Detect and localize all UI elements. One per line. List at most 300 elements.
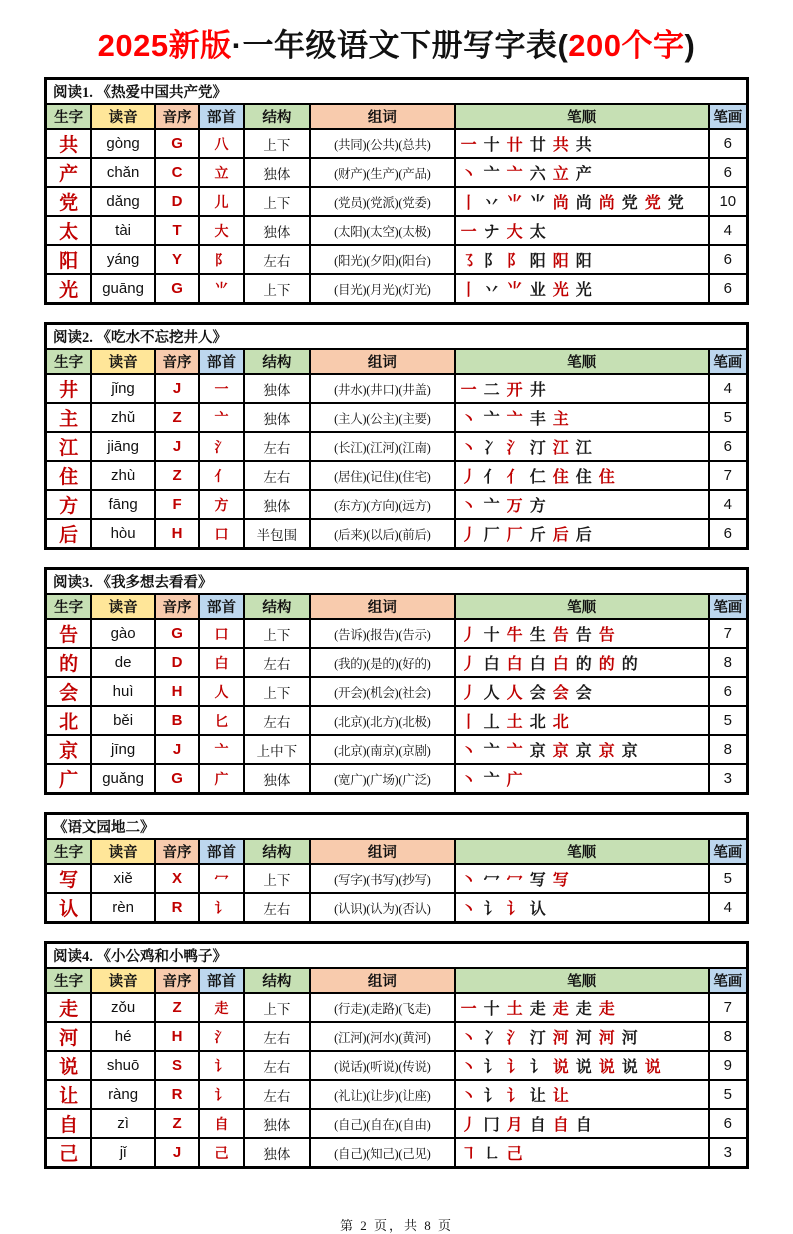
cell-radical: 亻 [199, 461, 243, 490]
stroke-step: 丄 [483, 714, 500, 731]
column-header: 结构 [244, 594, 310, 619]
stroke-step: ㇕ [460, 1146, 477, 1163]
cell-initial: G [155, 764, 199, 794]
table-row [46, 519, 748, 549]
cell-words: (宽广)(广场)(广泛) [310, 764, 455, 794]
cell-stroke-count: 7 [709, 619, 748, 648]
stroke-step: 告 [598, 627, 615, 644]
cell-structure: 左右 [244, 1080, 310, 1109]
column-header: 音序 [155, 594, 199, 619]
cell-stroke-order [455, 216, 709, 245]
stroke-step: 自 [575, 1117, 592, 1134]
stroke-step: 一 [460, 382, 477, 399]
stroke-step: 走 [552, 1001, 569, 1018]
cell-words: (江河)(河水)(黄河) [310, 1022, 455, 1051]
cell-stroke-order [455, 490, 709, 519]
cell-initial: D [155, 187, 199, 216]
table-row [46, 1080, 748, 1109]
cell-char: 广 [46, 764, 92, 794]
stroke-step: 斤 [529, 527, 546, 544]
column-header: 笔顺 [455, 349, 709, 374]
cell-initial: Z [155, 403, 199, 432]
stroke-step: 汀 [529, 440, 546, 457]
cell-radical: 八 [199, 129, 243, 158]
table-row [46, 490, 748, 519]
cell-stroke-count: 10 [709, 187, 748, 216]
column-header: 部首 [199, 839, 243, 864]
cell-char: 北 [46, 706, 92, 735]
stroke-step: 亠 [506, 411, 523, 428]
cell-radical: 讠 [199, 1080, 243, 1109]
section-table [44, 77, 749, 305]
stroke-step: 告 [575, 627, 592, 644]
cell-stroke-count: 6 [709, 274, 748, 304]
cell-radical: 氵 [199, 1022, 243, 1051]
cell-char: 方 [46, 490, 92, 519]
column-header: 结构 [244, 968, 310, 993]
stroke-step: 仁 [529, 469, 546, 486]
cell-char: 产 [46, 158, 92, 187]
cell-words: (太阳)(太空)(太极) [310, 216, 455, 245]
cell-stroke-count: 7 [709, 461, 748, 490]
stroke-step: 二 [483, 382, 500, 399]
table-row [46, 735, 748, 764]
cell-pinyin: zǒu [91, 993, 154, 1022]
cell-words: (长江)(江河)(江南) [310, 432, 455, 461]
cell-stroke-count: 6 [709, 245, 748, 274]
cell-stroke-order [455, 993, 709, 1022]
section-title: 《语文园地二》 [46, 814, 748, 840]
cell-stroke-count: 7 [709, 993, 748, 1022]
cell-initial: H [155, 1022, 199, 1051]
cell-initial: X [155, 864, 199, 893]
cell-stroke-order [455, 1109, 709, 1138]
cell-radical: 讠 [199, 893, 243, 923]
stroke-step: 江 [552, 440, 569, 457]
cell-structure: 上下 [244, 677, 310, 706]
cell-pinyin: jǐng [91, 374, 154, 403]
column-header: 部首 [199, 968, 243, 993]
stroke-step: 大 [506, 224, 523, 241]
stroke-step: 丶 [460, 872, 477, 889]
section-table [44, 941, 749, 1169]
stroke-step: 丨 [460, 714, 477, 731]
cell-char: 京 [46, 735, 92, 764]
column-header: 笔顺 [455, 968, 709, 993]
stroke-step: 廿 [529, 137, 546, 154]
cell-structure: 独体 [244, 158, 310, 187]
cell-stroke-order [455, 1138, 709, 1168]
cell-pinyin: zhǔ [91, 403, 154, 432]
stroke-step: 京 [621, 743, 638, 760]
cell-stroke-order [455, 1022, 709, 1051]
cell-structure: 上下 [244, 993, 310, 1022]
stroke-step: 月 [506, 1117, 523, 1134]
table-row [46, 1051, 748, 1080]
cell-stroke-count: 8 [709, 735, 748, 764]
cell-char: 己 [46, 1138, 92, 1168]
cell-words: (写字)(书写)(抄写) [310, 864, 455, 893]
cell-radical: 阝 [199, 245, 243, 274]
cell-char: 后 [46, 519, 92, 549]
cell-radical: 一 [199, 374, 243, 403]
cell-structure: 左右 [244, 893, 310, 923]
stroke-step: 写 [529, 872, 546, 889]
cell-stroke-count: 3 [709, 764, 748, 794]
cell-words: (行走)(走路)(飞走) [310, 993, 455, 1022]
cell-pinyin: jǐ [91, 1138, 154, 1168]
cell-words: (北京)(北方)(北极) [310, 706, 455, 735]
stroke-step: 河 [621, 1030, 638, 1047]
cell-stroke-order [455, 677, 709, 706]
stroke-step: ⺌ [506, 282, 523, 299]
cell-char: 说 [46, 1051, 92, 1080]
cell-structure: 半包围 [244, 519, 310, 549]
cell-pinyin: hòu [91, 519, 154, 549]
stroke-step: 亠 [506, 743, 523, 760]
cell-words: (阳光)(夕阳)(阳台) [310, 245, 455, 274]
stroke-step: 冂 [483, 1117, 500, 1134]
stroke-step: 说 [575, 1059, 592, 1076]
cell-radical: 走 [199, 993, 243, 1022]
stroke-step: 会 [575, 685, 592, 702]
stroke-step: 会 [529, 685, 546, 702]
cell-structure: 上中下 [244, 735, 310, 764]
cell-char: 主 [46, 403, 92, 432]
column-header: 笔顺 [455, 839, 709, 864]
cell-initial: C [155, 158, 199, 187]
stroke-step: 京 [598, 743, 615, 760]
cell-pinyin: hé [91, 1022, 154, 1051]
cell-words: (党员)(党派)(党委) [310, 187, 455, 216]
cell-stroke-order [455, 158, 709, 187]
table-row [46, 187, 748, 216]
cell-stroke-count: 4 [709, 374, 748, 403]
cell-pinyin: běi [91, 706, 154, 735]
stroke-step: 丶 [460, 166, 477, 183]
stroke-step: 河 [552, 1030, 569, 1047]
cell-words: (共同)(公共)(总共) [310, 129, 455, 158]
stroke-step: 业 [529, 282, 546, 299]
stroke-step: 说 [644, 1059, 661, 1076]
cell-words: (自己)(知己)(己见) [310, 1138, 455, 1168]
cell-structure: 上下 [244, 864, 310, 893]
column-header: 生字 [46, 594, 92, 619]
stroke-step: 氵 [506, 440, 523, 457]
stroke-step: 走 [529, 1001, 546, 1018]
table-row [46, 216, 748, 245]
stroke-step: 亠 [506, 166, 523, 183]
cell-char: 阳 [46, 245, 92, 274]
stroke-step: 丿 [460, 1117, 477, 1134]
cell-structure: 独体 [244, 216, 310, 245]
cell-stroke-order [455, 764, 709, 794]
table-row [46, 706, 748, 735]
cell-initial: T [155, 216, 199, 245]
cell-radical: 白 [199, 648, 243, 677]
cell-radical: 讠 [199, 1051, 243, 1080]
stroke-step: 讠 [506, 901, 523, 918]
column-header: 笔顺 [455, 594, 709, 619]
stroke-step: 党 [667, 195, 684, 212]
cell-char: 江 [46, 432, 92, 461]
stroke-step: 丶 [460, 440, 477, 457]
cell-stroke-count: 9 [709, 1051, 748, 1080]
cell-radical: 人 [199, 677, 243, 706]
cell-char: 的 [46, 648, 92, 677]
stroke-step: 冫 [483, 1030, 500, 1047]
cell-radical: 己 [199, 1138, 243, 1168]
cell-stroke-count: 6 [709, 519, 748, 549]
stroke-step: 亠 [483, 772, 500, 789]
column-header: 结构 [244, 104, 310, 129]
cell-words: (目光)(月光)(灯光) [310, 274, 455, 304]
cell-pinyin: dǎng [91, 187, 154, 216]
stroke-step: 土 [506, 714, 523, 731]
column-header: 笔画 [709, 104, 748, 129]
cell-words: (认识)(认为)(否认) [310, 893, 455, 923]
stroke-step: 写 [552, 872, 569, 889]
cell-words: (居住)(记住)(住宅) [310, 461, 455, 490]
cell-structure: 独体 [244, 490, 310, 519]
cell-initial: G [155, 129, 199, 158]
cell-char: 住 [46, 461, 92, 490]
column-header: 生字 [46, 104, 92, 129]
stroke-step: 人 [483, 685, 500, 702]
section-table [44, 322, 749, 550]
cell-words: (主人)(公主)(主要) [310, 403, 455, 432]
stroke-step: 丶 [460, 1088, 477, 1105]
stroke-step: 己 [506, 1146, 523, 1163]
title-close-paren: ) [684, 28, 696, 63]
table-row [46, 1138, 748, 1168]
stroke-step: 十 [483, 137, 500, 154]
cell-structure: 左右 [244, 432, 310, 461]
stroke-step: 丶 [460, 901, 477, 918]
cell-words: (说话)(听说)(传说) [310, 1051, 455, 1080]
cell-stroke-count: 6 [709, 158, 748, 187]
stroke-step: 亻 [506, 469, 523, 486]
table-row [46, 129, 748, 158]
stroke-step: 一 [460, 137, 477, 154]
stroke-step: 万 [506, 498, 523, 515]
cell-char: 走 [46, 993, 92, 1022]
stroke-step: 白 [483, 656, 500, 673]
cell-stroke-order [455, 735, 709, 764]
stroke-step: 丿 [460, 685, 477, 702]
column-header: 部首 [199, 104, 243, 129]
column-header: 读音 [91, 839, 154, 864]
cell-structure: 独体 [244, 1138, 310, 1168]
cell-structure: 左右 [244, 706, 310, 735]
cell-initial: J [155, 374, 199, 403]
cell-initial: Z [155, 461, 199, 490]
stroke-step: 住 [552, 469, 569, 486]
table-row [46, 648, 748, 677]
stroke-step: 丶 [460, 772, 477, 789]
cell-char: 写 [46, 864, 92, 893]
cell-stroke-order [455, 129, 709, 158]
stroke-step: 住 [598, 469, 615, 486]
cell-radical: 氵 [199, 432, 243, 461]
table-row [46, 677, 748, 706]
cell-stroke-order [455, 432, 709, 461]
column-header: 组词 [310, 839, 455, 864]
cell-stroke-order [455, 706, 709, 735]
cell-words: (后来)(以后)(前后) [310, 519, 455, 549]
stroke-step: 说 [621, 1059, 638, 1076]
cell-pinyin: zì [91, 1109, 154, 1138]
stroke-step: 北 [552, 714, 569, 731]
cell-structure: 左右 [244, 1022, 310, 1051]
cell-radical: 立 [199, 158, 243, 187]
stroke-step: 丨 [460, 195, 477, 212]
stroke-step: 走 [598, 1001, 615, 1018]
stroke-step: 丶 [460, 498, 477, 515]
cell-stroke-count: 6 [709, 129, 748, 158]
stroke-step: 丿 [460, 527, 477, 544]
stroke-step: 土 [506, 1001, 523, 1018]
section-title: 阅读2. 《吃水不忘挖井人》 [46, 324, 748, 350]
cell-stroke-count: 5 [709, 864, 748, 893]
stroke-step: 白 [552, 656, 569, 673]
column-header: 读音 [91, 104, 154, 129]
cell-structure: 上下 [244, 619, 310, 648]
page-footer: 第 2 页，共 8 页 [339, 1218, 453, 1233]
stroke-step: 北 [529, 714, 546, 731]
stroke-step: 京 [575, 743, 592, 760]
cell-pinyin: de [91, 648, 154, 677]
stroke-step: 尚 [552, 195, 569, 212]
stroke-step: 丷 [483, 195, 500, 212]
cell-char: 光 [46, 274, 92, 304]
title-char-count: 200个字 [568, 28, 685, 63]
cell-initial: R [155, 1080, 199, 1109]
cell-radical: 冖 [199, 864, 243, 893]
stroke-step: 告 [552, 627, 569, 644]
cell-stroke-order [455, 403, 709, 432]
cell-pinyin: huì [91, 677, 154, 706]
stroke-step: 讠 [529, 1059, 546, 1076]
stroke-step: 的 [575, 656, 592, 673]
cell-words: (我的)(是的)(好的) [310, 648, 455, 677]
stroke-step: 光 [575, 282, 592, 299]
cell-radical: 方 [199, 490, 243, 519]
cell-stroke-order [455, 187, 709, 216]
column-header: 组词 [310, 349, 455, 374]
stroke-step: 丶 [460, 1059, 477, 1076]
cell-pinyin: chǎn [91, 158, 154, 187]
stroke-step: 牛 [506, 627, 523, 644]
stroke-step: 讠 [506, 1059, 523, 1076]
stroke-step: 丿 [460, 627, 477, 644]
stroke-step: 亠 [483, 166, 500, 183]
stroke-step: 丿 [460, 656, 477, 673]
cell-initial: J [155, 432, 199, 461]
stroke-step: 卄 [506, 137, 523, 154]
column-header: 笔画 [709, 839, 748, 864]
cell-initial: G [155, 274, 199, 304]
stroke-step: 丶 [460, 411, 477, 428]
stroke-step: 的 [598, 656, 615, 673]
stroke-step: 一 [460, 224, 477, 241]
stroke-step: 京 [529, 743, 546, 760]
cell-pinyin: tài [91, 216, 154, 245]
page-title [44, 20, 749, 65]
cell-radical: 口 [199, 619, 243, 648]
stroke-step: ㇌ [460, 253, 477, 270]
section-title: 阅读1. 《热爱中国共产党》 [46, 79, 748, 105]
stroke-step: 十 [483, 627, 500, 644]
cell-structure: 独体 [244, 374, 310, 403]
cell-char: 井 [46, 374, 92, 403]
stroke-step: 白 [529, 656, 546, 673]
cell-stroke-count: 6 [709, 1109, 748, 1138]
cell-initial: F [155, 490, 199, 519]
stroke-step: ⺌ [529, 195, 546, 212]
cell-char: 河 [46, 1022, 92, 1051]
cell-stroke-order [455, 374, 709, 403]
stroke-step: 主 [552, 411, 569, 428]
stroke-step: 白 [506, 656, 523, 673]
cell-structure: 独体 [244, 764, 310, 794]
stroke-step: 说 [552, 1059, 569, 1076]
table-row [46, 764, 748, 794]
title-edition: 2025新版 [97, 28, 232, 63]
cell-radical: 口 [199, 519, 243, 549]
cell-stroke-order [455, 864, 709, 893]
stroke-step: 江 [575, 440, 592, 457]
stroke-step: 立 [552, 166, 569, 183]
stroke-step: 讠 [483, 1059, 500, 1076]
cell-stroke-order [455, 274, 709, 304]
stroke-step: ㇗ [483, 1146, 500, 1163]
stroke-step: 尚 [598, 195, 615, 212]
stroke-step: 一 [460, 1001, 477, 1018]
stroke-step: 生 [529, 627, 546, 644]
stroke-step: 氵 [506, 1030, 523, 1047]
stroke-step: 河 [575, 1030, 592, 1047]
stroke-step: 亠 [483, 498, 500, 515]
stroke-step: 冫 [483, 440, 500, 457]
stroke-step: 共 [552, 137, 569, 154]
cell-stroke-count: 3 [709, 1138, 748, 1168]
cell-char: 告 [46, 619, 92, 648]
cell-initial: J [155, 735, 199, 764]
stroke-step: 会 [552, 685, 569, 702]
stroke-step: 的 [621, 656, 638, 673]
column-header: 生字 [46, 839, 92, 864]
cell-char: 会 [46, 677, 92, 706]
stroke-step: 冖 [506, 872, 523, 889]
cell-words: (自己)(自在)(自由) [310, 1109, 455, 1138]
stroke-step: 京 [552, 743, 569, 760]
cell-stroke-order [455, 1051, 709, 1080]
section-title: 阅读4. 《小公鸡和小鸭子》 [46, 943, 748, 969]
column-header: 笔画 [709, 968, 748, 993]
column-header: 结构 [244, 349, 310, 374]
cell-radical: ⺌ [199, 274, 243, 304]
stroke-step: 自 [552, 1117, 569, 1134]
stroke-step: 丨 [460, 282, 477, 299]
cell-char: 认 [46, 893, 92, 923]
cell-structure: 上下 [244, 274, 310, 304]
cell-stroke-order [455, 1080, 709, 1109]
cell-char: 党 [46, 187, 92, 216]
table-row [46, 1109, 748, 1138]
stroke-step: ナ [483, 224, 500, 241]
stroke-step: 党 [621, 195, 638, 212]
